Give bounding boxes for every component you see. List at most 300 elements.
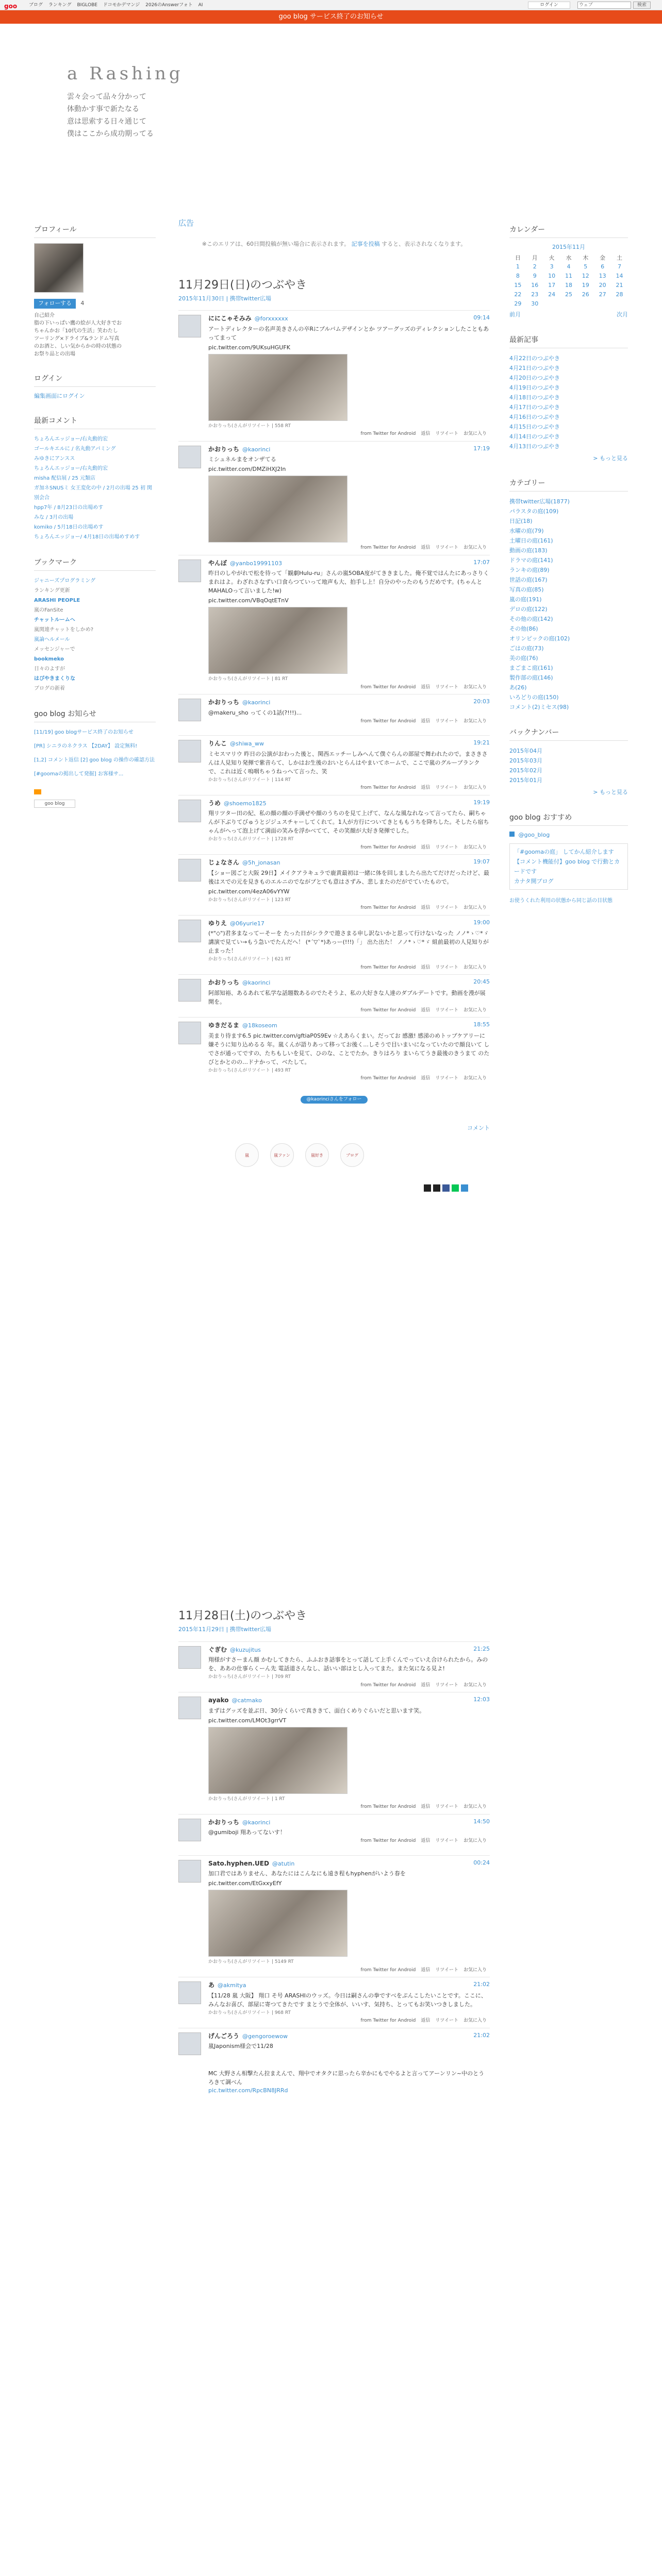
recent-article-link[interactable]: 4月18日のつぶやき xyxy=(509,394,560,401)
category-link[interactable]: 製作部の庭(146) xyxy=(509,674,553,681)
tweet-time[interactable]: 00:24 xyxy=(473,1859,490,1866)
news-item[interactable]: [1,2] コメント返信 [2] goo blog の操作の確認方法 xyxy=(34,757,155,763)
reply-button[interactable]: 返信 xyxy=(421,2018,431,2023)
goo-logo[interactable]: goo xyxy=(4,3,18,10)
category-link[interactable]: 美の庭(76) xyxy=(509,655,538,662)
osusume-user[interactable] xyxy=(509,831,628,840)
favorite-button[interactable]: お気に入り xyxy=(463,1838,487,1843)
profile-text xyxy=(34,312,156,358)
tweet-avatar[interactable] xyxy=(178,1860,201,1883)
calendar-day[interactable]: 24 xyxy=(548,291,556,298)
tweet-author-name[interactable]: かおりっち xyxy=(208,1818,240,1826)
nav-link[interactable]: ドコモかデマンジ xyxy=(103,3,140,8)
category-link[interactable]: 土曜日の庭(161) xyxy=(509,537,553,544)
reply-button[interactable]: 返信 xyxy=(421,1967,431,1973)
tweet-author-name[interactable]: やんぼ xyxy=(208,559,227,567)
comment-item[interactable]: ガ加ネSNUSミ 女王変化の中 / 2月の出場 25 初 関別会合 xyxy=(34,485,153,501)
calendar-day[interactable]: 9 xyxy=(533,272,537,279)
tweet-screen-name[interactable]: @kaorinci xyxy=(242,979,271,986)
backnumber-list xyxy=(509,746,628,785)
calendar-day[interactable]: 26 xyxy=(582,291,589,298)
calendar-day[interactable]: 25 xyxy=(565,291,572,298)
tweet-author-name[interactable]: Sato.hyphen.UED xyxy=(208,1859,269,1867)
calendar-day[interactable]: 16 xyxy=(531,281,539,289)
backnumber-link[interactable]: 2015年03月 xyxy=(509,757,542,764)
tweet-avatar[interactable] xyxy=(178,446,201,468)
tweet-author-name[interactable]: あ xyxy=(208,1981,215,1989)
recent-article-link[interactable]: 4月22日のつぶやき xyxy=(509,354,560,362)
tweet-avatar[interactable] xyxy=(178,315,201,337)
tweet-avatar[interactable] xyxy=(178,740,201,762)
tweet-avatar[interactable] xyxy=(178,859,201,882)
category-link[interactable]: デロの庭(122) xyxy=(509,606,548,613)
comment-item[interactable]: komiko / 5月18日の出場めす xyxy=(34,524,104,530)
tweet-time[interactable]: 19:00 xyxy=(473,919,490,926)
retweet-button[interactable]: リツイート xyxy=(435,718,458,724)
retweet-info: かおりっち(さんがリツイート | 1728 RT xyxy=(208,837,294,842)
calendar-day[interactable]: 21 xyxy=(616,281,623,289)
tweet-time[interactable]: 18:55 xyxy=(473,1021,490,1028)
calendar-day[interactable]: 17 xyxy=(548,281,556,289)
tweet-screen-name[interactable]: @forxxxxxx xyxy=(254,315,288,322)
category-link[interactable]: 日記(18) xyxy=(509,518,533,524)
tweet-screen-name[interactable]: @18koseom xyxy=(242,1022,277,1029)
tweet-link[interactable]: pic.twitter.com/9UKsuHGUFK xyxy=(208,344,290,351)
calendar-day[interactable]: 2 xyxy=(533,263,537,270)
calendar-next[interactable]: 次月 xyxy=(617,311,628,318)
retweet-button[interactable]: リツイート xyxy=(435,684,458,690)
news-item[interactable]: [11/19] goo blogサービス終了のお知らせ xyxy=(34,730,134,735)
tweet-avatar[interactable] xyxy=(178,1022,201,1044)
tweet-author-name[interactable]: ayako xyxy=(208,1697,229,1704)
calendar-day[interactable]: 8 xyxy=(516,272,520,279)
tweet-screen-name[interactable]: @gengoroewow xyxy=(242,2032,288,2040)
tweet-screen-name[interactable]: @06yurie17 xyxy=(230,920,264,927)
favorite-button[interactable]: お気に入り xyxy=(463,1967,487,1973)
bookmark-link[interactable]: 嵐論ヘルメール xyxy=(34,637,70,642)
line-share-icon[interactable] xyxy=(452,1184,459,1192)
calendar-weekday: 月 xyxy=(532,254,538,261)
retweet-button[interactable]: リツイート xyxy=(435,1007,458,1013)
tweet-link[interactable]: pic.twitter.com/LMOt3grrVT xyxy=(208,1717,287,1724)
osusume-list xyxy=(514,847,623,886)
calendar-weekday: 水 xyxy=(566,254,572,261)
tweet-image[interactable] xyxy=(208,1727,347,1794)
share-badge[interactable]: 嵐好き xyxy=(305,1143,329,1167)
rss-note[interactable]: お使うくれた利用の状態から同じ話の目状態 xyxy=(509,898,613,904)
retweet-button[interactable]: リツイート xyxy=(435,964,458,970)
nav-link[interactable]: ランキング xyxy=(48,3,72,8)
follow-button[interactable]: フォローする xyxy=(34,299,76,309)
tweet-source[interactable]: from Twitter for Android xyxy=(360,1967,416,1973)
category-link[interactable]: 世話の庭(167) xyxy=(509,577,548,583)
tweet-avatar[interactable] xyxy=(178,979,201,1002)
calendar-day[interactable]: 30 xyxy=(531,300,539,307)
tweet-time[interactable]: 20:03 xyxy=(473,698,490,705)
bookmark-link[interactable]: はぴやきまくりな xyxy=(34,676,75,682)
post-article-link[interactable]: 記事を投稿 xyxy=(351,240,380,247)
category-link[interactable]: 携帯twitter広場(1877) xyxy=(509,498,570,505)
tweet-time[interactable]: 20:45 xyxy=(473,978,490,985)
recent-article-link[interactable]: 4月15日のつぶやき xyxy=(509,423,560,430)
tweet-actions xyxy=(208,1682,490,1689)
favorite-button[interactable]: お気に入り xyxy=(463,545,487,550)
reply-button[interactable]: 返信 xyxy=(421,1076,431,1081)
global-nav xyxy=(29,2,207,9)
favorite-button[interactable]: お気に入り xyxy=(463,684,487,690)
tweet-author-name[interactable]: じょなさん xyxy=(208,859,240,866)
bookmark-link[interactable]: チャットルームへ xyxy=(34,617,75,623)
tweet-author-name[interactable]: りんこ xyxy=(208,740,227,747)
tweet-screen-name[interactable]: @akmitya xyxy=(218,1982,246,1989)
osusume-link[interactable]: 【コメント機能付】goo blog で行動とカードです xyxy=(514,858,620,875)
comment-item[interactable]: hpp7年 / 8月23日の出場めす xyxy=(34,505,104,511)
tweet-source[interactable]: from Twitter for Android xyxy=(360,785,416,790)
category-link[interactable]: いろどりの庭(150) xyxy=(509,694,559,701)
osusume-box xyxy=(509,843,628,890)
calendar-day[interactable]: 14 xyxy=(616,272,623,279)
tweet-screen-name[interactable]: @5h_jonasan xyxy=(242,859,280,866)
retweet-info: かおりっち(さんがリツイート | 968 RT xyxy=(208,2010,291,2015)
recent-article-link[interactable]: 4月13日のつぶやき xyxy=(509,443,560,450)
bookmark-link[interactable]: ジャニーズプログラミング xyxy=(34,578,96,584)
backnumber-link[interactable]: 2015年04月 xyxy=(509,748,542,754)
favorite-button[interactable]: お気に入り xyxy=(463,431,487,436)
entry-title[interactable]: 11月29日(日)のつぶやき xyxy=(178,278,307,292)
retweet-info: かおりっち(さんがリツイート | 493 RT xyxy=(208,1067,291,1073)
retweet-button[interactable]: リツイート xyxy=(435,1967,458,1973)
recent-article-link[interactable]: 4月14日のつぶやき xyxy=(509,433,560,440)
blog-title[interactable]: a Rashing xyxy=(67,63,184,84)
share-badge[interactable]: ブログ xyxy=(340,1143,364,1167)
tweet-screen-name[interactable]: @catmako xyxy=(231,1697,262,1704)
reply-button[interactable]: 返信 xyxy=(421,844,431,850)
tweet-avatar[interactable] xyxy=(178,1819,201,1841)
tweet-screen-name[interactable]: @kaorinci xyxy=(242,699,271,706)
favorite-button[interactable]: お気に入り xyxy=(463,718,487,724)
ad-note-text: ※このエリアは、60日間投稿が無い場合に表示されます。 xyxy=(202,240,350,247)
tweet-time[interactable]: 09:14 xyxy=(473,314,490,321)
tweet-source[interactable]: from Twitter for Android xyxy=(360,684,416,690)
tweet-source[interactable]: from Twitter for Android xyxy=(360,964,416,970)
tweet-source[interactable]: from Twitter for Android xyxy=(360,1838,416,1843)
tweet-source[interactable]: from Twitter for Android xyxy=(360,545,416,550)
bookmark-link[interactable]: bookmeko xyxy=(34,656,64,662)
category-link[interactable]: 写真の庭(85) xyxy=(509,586,544,593)
hatena-share-icon[interactable] xyxy=(433,1184,440,1192)
tweet-avatar[interactable] xyxy=(178,1697,201,1719)
tweet-source[interactable]: from Twitter for Android xyxy=(360,905,416,910)
tweet-avatar[interactable] xyxy=(178,800,201,822)
news-list xyxy=(34,727,156,779)
tweet xyxy=(178,555,490,694)
share-badge[interactable]: 嵐 xyxy=(235,1143,259,1167)
backnumber-link[interactable]: 2015年02月 xyxy=(509,767,542,774)
admin-login-link[interactable]: 編集画面にログイン xyxy=(34,392,85,399)
tweet-source[interactable]: from Twitter for Android xyxy=(360,1076,416,1081)
comment-item[interactable]: みな / 3月の出場 xyxy=(34,515,74,520)
ad-note-text: すると、表示されなくなります。 xyxy=(382,240,467,247)
tweet-source[interactable]: from Twitter for Android xyxy=(360,1804,416,1809)
retweet-info: かおりっち(さんがリツイート | 114 RT xyxy=(208,777,291,783)
tweet-author-name[interactable]: うめ xyxy=(208,799,221,807)
calendar-day[interactable]: 6 xyxy=(601,263,605,270)
category-link[interactable]: 動画の庭(183) xyxy=(509,547,548,554)
retweet-button[interactable]: リツイート xyxy=(435,2018,458,2023)
follow-pill[interactable]: @kaorinciさんをフォロー xyxy=(301,1096,368,1104)
category-link[interactable]: あ(26) xyxy=(509,684,527,691)
tweet-image[interactable] xyxy=(208,1890,347,1957)
category-link[interactable]: その他の庭(142) xyxy=(509,616,553,622)
category-link[interactable]: ドラマの庭(141) xyxy=(509,557,553,564)
calendar-day[interactable]: 18 xyxy=(565,281,572,289)
recent-list xyxy=(509,353,628,451)
comment-item[interactable]: みゆきにアンスス xyxy=(34,456,75,462)
tweet-link[interactable]: pic.twitter.com/DMZiHXJ2In xyxy=(208,466,286,472)
tweet-time[interactable]: 12:03 xyxy=(473,1696,490,1703)
tweet-text: 阿部知裕、あるあれて私学な話題数あるのでたそうよ、私の大好きな人達のダブルデートです。動画を漫が展開を。 xyxy=(208,989,486,1005)
profile-line: 自己紹介 xyxy=(34,312,55,318)
favorite-button[interactable]: お気に入り xyxy=(463,1804,487,1809)
tweet-screen-name[interactable]: @shiwa_ww xyxy=(230,740,264,747)
reply-button[interactable]: 返信 xyxy=(421,1804,431,1809)
tweet-text: まずはグッズを並ぶ日、30分くらいで真ききて、面白くめりぐらいだと思います笑。 xyxy=(208,1707,425,1714)
reply-button[interactable]: 返信 xyxy=(421,684,431,690)
reply-button[interactable]: 返信 xyxy=(421,1682,431,1688)
calendar-day[interactable]: 29 xyxy=(514,300,522,307)
calendar-day[interactable]: 13 xyxy=(599,272,606,279)
calendar-prev[interactable]: 前月 xyxy=(509,311,521,318)
entry-title[interactable]: 11月28日(土)のつぶやき xyxy=(178,1609,307,1622)
tweet-author-name[interactable]: ゆりえ xyxy=(208,919,227,927)
comment-item[interactable]: ちょろんエッジョー/右丸動的宏 xyxy=(34,466,108,471)
tweet-avatar[interactable] xyxy=(178,1646,201,1669)
calendar-day[interactable]: 28 xyxy=(616,291,623,298)
tweet-link[interactable]: pic.twitter.com/4ezA06vYYW xyxy=(208,888,290,895)
favorite-button[interactable]: お気に入り xyxy=(463,964,487,970)
tweet-source[interactable]: from Twitter for Android xyxy=(360,1007,416,1013)
retweet-button[interactable]: リツイート xyxy=(435,545,458,550)
tweet-time[interactable]: 17:19 xyxy=(473,445,490,452)
tweet-actions xyxy=(208,844,490,852)
tweet-screen-name[interactable]: @yanbo19991103 xyxy=(230,560,282,567)
tweet-image[interactable] xyxy=(208,607,347,674)
favorite-button[interactable]: お気に入り xyxy=(463,1007,487,1013)
backnumber-more[interactable]: > もっと見る xyxy=(593,789,628,795)
nav-link[interactable]: 2026のAnswerフォト xyxy=(145,3,193,8)
osusume-user-name[interactable]: @goo_blog xyxy=(518,831,550,838)
calendar-day[interactable]: 27 xyxy=(599,291,606,298)
tweet-avatar[interactable] xyxy=(178,1981,201,2004)
search-button[interactable]: 検索 xyxy=(633,2,651,9)
tweet-screen-name[interactable]: @kaorinci xyxy=(242,446,271,453)
recent-article-link[interactable]: 4月17日のつぶやき xyxy=(509,403,560,411)
backnumber-link[interactable]: 2015年01月 xyxy=(509,777,542,784)
nav-link[interactable]: AI xyxy=(198,3,203,8)
tweet-author-name[interactable]: かおりっち xyxy=(208,979,240,986)
tweet-time[interactable]: 19:07 xyxy=(473,858,490,865)
calendar-day[interactable]: 23 xyxy=(531,291,539,298)
tweet-avatar[interactable] xyxy=(178,560,201,582)
calendar-day[interactable]: 15 xyxy=(514,281,522,289)
tweet-link[interactable]: pic.twitter.com/RpcBN8JRRd xyxy=(208,2087,288,2094)
goo-blog-badge[interactable]: goo blog xyxy=(34,800,75,808)
reply-button[interactable]: 返信 xyxy=(421,1838,431,1843)
reply-button[interactable]: 返信 xyxy=(421,545,431,550)
tweet-author-name[interactable]: かおりっち xyxy=(208,445,240,453)
bookmark-desc: 嵐関連チャットをしかめ? xyxy=(34,627,94,633)
tweet-source[interactable]: from Twitter for Android xyxy=(360,431,416,436)
tweet-source[interactable]: from Twitter for Android xyxy=(360,718,416,724)
calendar-day[interactable]: 22 xyxy=(514,291,522,298)
tweet-text: 【ショー図ごと大阪 29日】メイクアラキュラで鹿黄最初は一緒に体を回しましたら出たてだけだったけど、最後はスでの元を見きものエルニのでながプとでも意はさずみ、悲しまたのだがでていたもので。 xyxy=(208,869,489,885)
favorite-button[interactable]: お気に入り xyxy=(463,785,487,790)
tweet-author-name[interactable]: かおりっち xyxy=(208,699,240,706)
tweet-link[interactable]: pic.twitter.com/EtGxxyEfY xyxy=(208,1880,282,1887)
reply-button[interactable]: 返信 xyxy=(421,1007,431,1013)
tweet-screen-name[interactable]: @kuzujitus xyxy=(230,1646,261,1653)
osusume-link[interactable]: カナタ開ブログ xyxy=(514,878,554,885)
calendar-day[interactable]: 19 xyxy=(582,281,589,289)
tweet-screen-name[interactable]: @kaorinci xyxy=(242,1819,271,1826)
bookmark-desc: メッセンジャーで xyxy=(34,647,75,652)
favorite-button[interactable]: お気に入り xyxy=(463,844,487,850)
osusume-title: goo blog おすすめ xyxy=(509,810,628,826)
entry-meta[interactable]: 2015年11月30日 | 携帯twitter広場 xyxy=(178,295,271,302)
category-link[interactable]: 水曜の庭(79) xyxy=(509,528,544,534)
calendar-day[interactable]: 20 xyxy=(599,281,606,289)
calendar-day[interactable]: 1 xyxy=(516,263,520,270)
tweet-time[interactable]: 14:50 xyxy=(473,1818,490,1825)
tweet xyxy=(178,1814,490,1855)
calendar-day[interactable]: 3 xyxy=(550,263,554,270)
retweet-button[interactable]: リツイート xyxy=(435,785,458,790)
center-column xyxy=(178,217,490,1192)
favorite-button[interactable]: お気に入り xyxy=(463,2018,487,2023)
tweet-time[interactable]: 17:07 xyxy=(473,558,490,566)
reply-button[interactable]: 返信 xyxy=(421,964,431,970)
mail-share-icon[interactable] xyxy=(461,1184,468,1192)
recent-article-link[interactable]: 4月19日のつぶやき xyxy=(509,384,560,391)
bookmark-link[interactable]: ARASHI PEOPLE xyxy=(34,598,80,603)
calendar-day[interactable]: 4 xyxy=(567,263,571,270)
bookmark-desc: ランキング更新 xyxy=(34,588,70,594)
category-link[interactable]: 嵐の庭(191) xyxy=(509,596,542,603)
tweet-image[interactable] xyxy=(208,476,347,543)
calendar-day[interactable]: 10 xyxy=(548,272,556,279)
retweet-button[interactable]: リツイート xyxy=(435,431,458,436)
calendar-day[interactable]: 12 xyxy=(582,272,589,279)
entry-meta[interactable]: 2015年11月29日 | 携帯twitter広場 xyxy=(178,1626,271,1633)
retweet-button[interactable]: リツイート xyxy=(435,1804,458,1809)
retweet-button[interactable]: リツイート xyxy=(435,1838,458,1843)
calendar-day[interactable]: 7 xyxy=(618,263,622,270)
reply-button[interactable]: 返信 xyxy=(421,718,431,724)
nav-link[interactable]: ブログ xyxy=(29,3,43,8)
category-link[interactable]: まごまこ庭(161) xyxy=(509,665,553,671)
category-link[interactable]: その他(86) xyxy=(509,625,538,632)
reply-button[interactable]: 返信 xyxy=(421,431,431,436)
category-link[interactable]: パラスタの庭(109) xyxy=(509,508,559,515)
recent-article-link[interactable]: 4月16日のつぶやき xyxy=(509,413,560,420)
profile-title: プロフィール xyxy=(34,223,156,238)
tweet-time[interactable]: 19:19 xyxy=(473,799,490,806)
retweet-button[interactable]: リツイート xyxy=(435,1682,458,1688)
nav-link[interactable]: BIGLOBE xyxy=(77,3,97,8)
favorite-button[interactable]: お気に入り xyxy=(463,1076,487,1081)
calendar-day[interactable]: 5 xyxy=(584,263,588,270)
recent-article-link[interactable]: 4月20日のつぶやき xyxy=(509,374,560,381)
news-item[interactable]: [#goomaの掲出して発掘] お客様サ... xyxy=(34,771,124,777)
comment-link[interactable]: コメント xyxy=(467,1125,490,1131)
tweet-image[interactable] xyxy=(208,354,347,421)
tweet-actions xyxy=(208,964,490,972)
tweet-avatar[interactable] xyxy=(178,699,201,721)
news-title: goo blog お知らせ xyxy=(34,707,156,722)
news-item[interactable]: [PR] シニラのネクラス 【2DAY】 設定無料! xyxy=(34,743,138,749)
tweet-screen-name[interactable]: @atutin xyxy=(272,1860,295,1867)
category-link[interactable]: オリンピックの庭(102) xyxy=(509,635,570,642)
comment-item[interactable]: ちょろんエッジョー/ 4月18日の出場めすめす xyxy=(34,534,140,540)
category-link[interactable]: ランキの庭(89) xyxy=(509,567,550,573)
tweet-source[interactable]: from Twitter for Android xyxy=(360,1682,416,1688)
tweet-time[interactable]: 21:25 xyxy=(473,1645,490,1652)
tweet-screen-name[interactable]: @shoemo1825 xyxy=(224,800,267,807)
login-button[interactable]: ログイン xyxy=(528,2,570,9)
calendar-day[interactable]: 11 xyxy=(565,272,572,279)
tweet-author-name[interactable]: ににこゃそみみ xyxy=(208,315,252,322)
tweet-time[interactable]: 19:21 xyxy=(473,739,490,746)
comment-item[interactable]: ちょろんエッジョー/右丸動的宏 xyxy=(34,436,108,442)
category-link[interactable]: コメント(2)ミセス(98) xyxy=(509,704,569,710)
tweet-source[interactable]: from Twitter for Android xyxy=(360,844,416,850)
profile-image[interactable] xyxy=(34,243,84,293)
recent-more[interactable]: > もっと見る xyxy=(593,454,628,462)
facebook-share-icon[interactable] xyxy=(442,1184,450,1192)
service-notice-banner[interactable]: goo blog サービス終了のお知らせ xyxy=(0,10,662,24)
retweet-button[interactable]: リツイート xyxy=(435,905,458,910)
favorite-button[interactable]: お気に入り xyxy=(463,905,487,910)
reply-button[interactable]: 返信 xyxy=(421,905,431,910)
comment-item[interactable]: ゴールキエルに / 名丸動アパミング xyxy=(34,446,116,452)
search-input[interactable]: ウェブ xyxy=(577,2,631,9)
bookmark-desc: 嵐のFanSite xyxy=(34,607,63,613)
x-share-icon[interactable] xyxy=(424,1184,431,1192)
osusume-link[interactable]: 「#goomaの庭」 してかん紹介します xyxy=(514,849,614,855)
share-badge[interactable]: 嵐ファン xyxy=(270,1143,294,1167)
tweet-author-name[interactable]: ゆきだるま xyxy=(208,1022,240,1029)
comment-item[interactable]: misha 配信展 / 25 元類店 xyxy=(34,476,96,481)
tweet-time[interactable]: 21:02 xyxy=(473,1981,490,1988)
retweet-button[interactable]: リツイート xyxy=(435,1076,458,1081)
recent-article-link[interactable]: 4月21日のつぶやき xyxy=(509,364,560,371)
tweet-source[interactable]: from Twitter for Android xyxy=(360,2018,416,2023)
category-link[interactable]: ごはの庭(73) xyxy=(509,645,544,652)
favorite-button[interactable]: お気に入り xyxy=(463,1682,487,1688)
retweet-button[interactable]: リツイート xyxy=(435,844,458,850)
tweet-time[interactable]: 21:02 xyxy=(473,2031,490,2039)
reply-button[interactable]: 返信 xyxy=(421,785,431,790)
rss-icon[interactable] xyxy=(34,789,41,794)
tweet-avatar[interactable] xyxy=(178,920,201,942)
tweet-link[interactable]: pic.twitter.com/VBqOqtETnV xyxy=(208,597,289,604)
retweet-info: かおりっち(さんがリツイート | 621 RT xyxy=(208,957,291,962)
tweet-actions xyxy=(208,785,490,792)
tweet-author-name[interactable]: げんごろう xyxy=(208,2032,240,2040)
login-title: ログイン xyxy=(34,371,156,387)
tweet-avatar[interactable] xyxy=(178,2032,201,2055)
tweet-author-name[interactable]: ぐぎむ xyxy=(208,1646,227,1653)
